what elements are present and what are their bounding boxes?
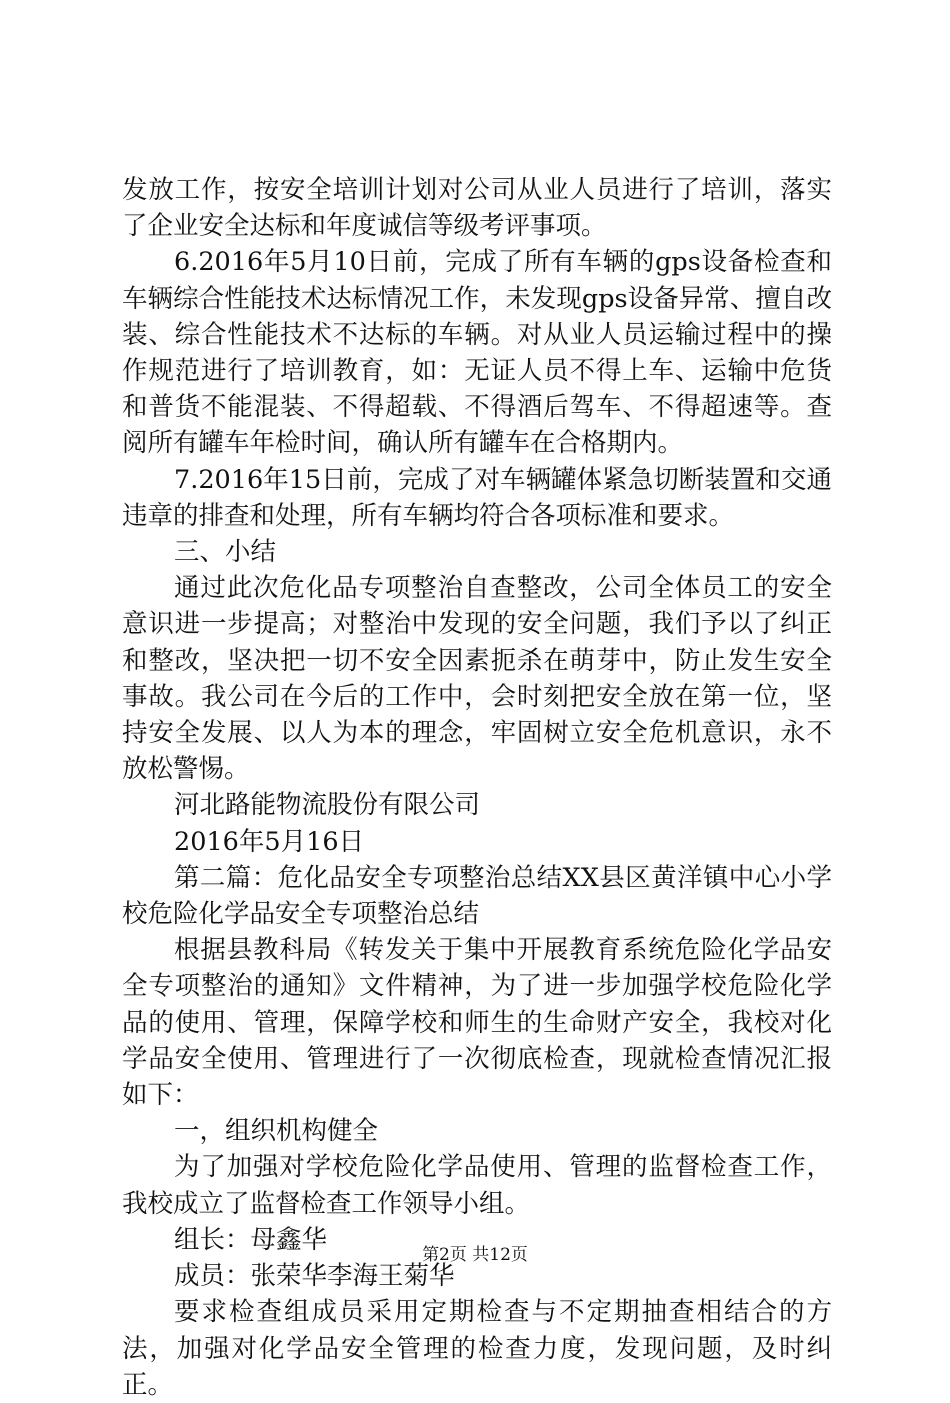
document-body [122,172,832,1403]
paragraph-organization: 为了加强对学校危险化学品使用、管理的监督检查工作，我校成立了监督检查工作领导小组。 [122,1152,832,1219]
paragraph-intro: 根据县教科局《转发关于集中开展教育系统危险化学品安全专项整治的通知》文件精神，为了进一步加强学校危险化学品的使用、管理，保障学校和师生的生命财产安全，我校对化学品安全使用、管理进行了一次彻底检查，现就检查情况汇报如下： [122,935,832,1111]
article-two-title: 第二篇：危化品安全专项整治总结XX县区黄洋镇中心小学校危险化学品安全专项整治总结 [122,862,832,930]
paragraph-requirements: 要求检查组成员采用定期检查与不定期抽查相结合的方法，加强对化学品安全管理的检查力度，发现问题，及时纠正。 [122,1297,832,1400]
signature-company: 河北路能物流股份有限公司 [174,790,481,821]
team-leader-line: 组长：母鑫华 [174,1224,328,1255]
paragraph-item-7: 7.2016年15日前，完成了对车辆罐体紧急切断装置和交通违章的排查和处理，所有车辆均符合各项标准和要求。 [122,464,832,531]
team-members-line: 成员：张荣华李海王菊华 [174,1261,455,1292]
section-heading-summary: 三、小结 [174,537,277,568]
paragraph-summary: 通过此次危化品专项整治自查整改，公司全体员工的安全意识进一步提高；对整治中发现的安全问题，我们予以了纠正和整改，坚决把一切不安全因素扼杀在萌芽中，防止发生安全事故。我公司在今后的工作中，会时刻把安全放在第一位，坚持安全发展、以人为本的理念，牢固树立安全危机意识，永不放松警惕。 [122,573,832,785]
signature-date: 2016年5月16日 [174,826,365,857]
paragraph-continuation: 发放工作，按安全培训计划对公司从业人员进行了培训，落实了企业安全达标和年度诚信等级考评事项。 [122,175,832,242]
page-number-footer: 第2页 共12页 [422,1245,528,1265]
section-heading-organization: 一，组织机构健全 [174,1116,379,1147]
paragraph-item-6: 6.2016年5月10日前，完成了所有车辆的gps设备检查和车辆综合性能技术达标情况工作，未发现gps设备异常、擅自改装、综合性能技术不达标的车辆。对从业人员运输过程中的操作规范进行了培训教育，如：无证人员不得上车、运输中危货和普货不能混装、不得超载、不得酒后驾车、不得超速等。查阅所有罐车年检时间，确认所有罐车在合格期内。 [122,247,832,459]
